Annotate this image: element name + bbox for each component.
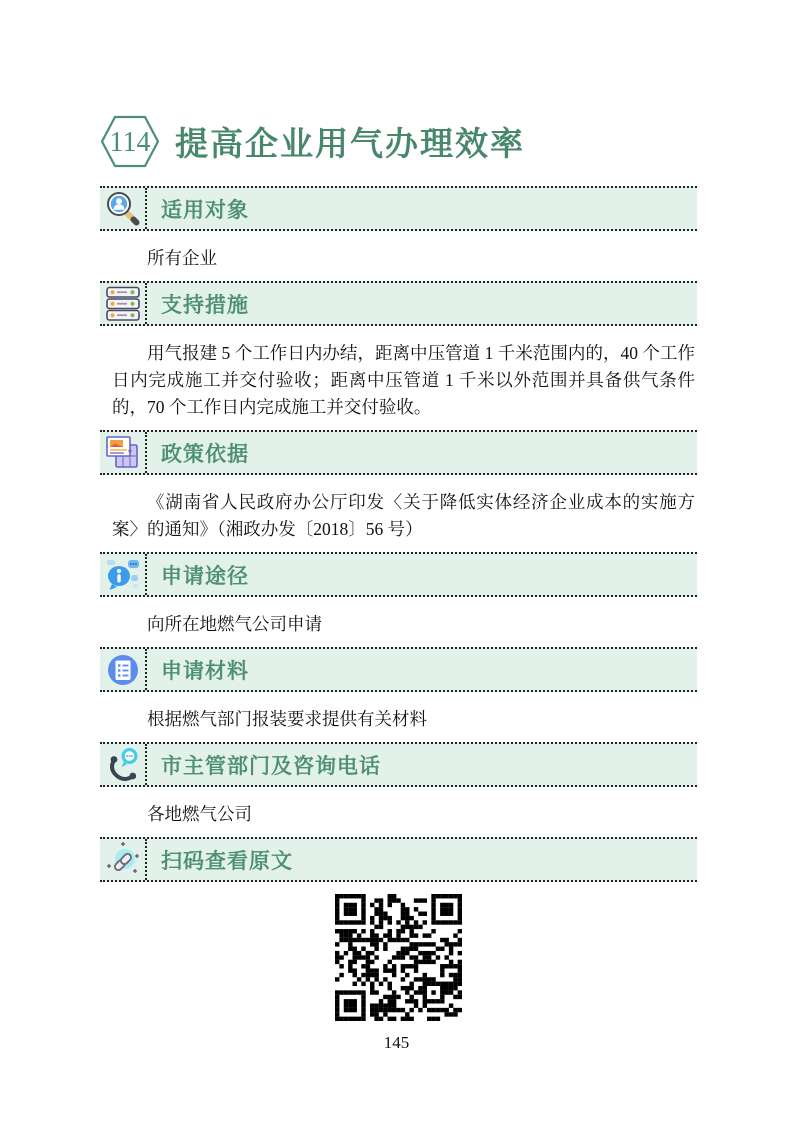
section-body: 各地燃气公司 <box>147 804 252 824</box>
checklist-icon <box>104 651 142 689</box>
section-body: 向所在地燃气公司申请 <box>147 614 322 634</box>
section-header-scan-qr <box>100 837 697 882</box>
section-body: 所有企业 <box>147 248 217 268</box>
section-heading: 适用对象 <box>161 197 249 222</box>
page-title: 提高企业用气办理效率 <box>175 126 525 163</box>
section-heading: 支持措施 <box>161 292 249 317</box>
section-body: 用气报建 5 个工作日内办结，距离中压管道 1 千米范围内的，40 个工作日内完成施工并交付验收；距离中压管道 1 千米以外范围并具备供气条件的，70 个工作日内完成施工并交付验收。 <box>112 343 695 417</box>
section-heading: 申请材料 <box>161 658 249 683</box>
qr-link-icon <box>104 841 142 879</box>
qr-code <box>335 894 462 1021</box>
magnifier-user-icon <box>103 189 143 229</box>
section-header-policy-basis <box>100 430 697 475</box>
phone-icon <box>104 746 142 784</box>
servers-icon <box>103 284 143 324</box>
section-heading: 市主管部门及咨询电话 <box>161 753 381 778</box>
section-header-department-phone <box>100 742 697 787</box>
section-heading: 申请途径 <box>161 563 249 588</box>
page-number: 145 <box>383 1033 410 1052</box>
section-body: 根据燃气部门报装要求提供有关材料 <box>147 709 427 729</box>
section-header-applicable-targets <box>100 186 697 231</box>
chapter-title-row <box>100 113 697 169</box>
section-body: 《湖南省人民政府办公厅印发〈关于降低实体经济企业成本的实施方案〉的通知》（湘政办发〔2018〕56 号） <box>112 492 695 539</box>
section-heading: 扫码查看原文 <box>161 848 293 873</box>
content-column <box>100 113 697 1021</box>
documents-icon <box>104 434 142 472</box>
item-number-badge <box>100 115 160 168</box>
item-number: 114 <box>109 126 151 158</box>
section-heading: 政策依据 <box>161 441 249 466</box>
section-header-application-channel <box>100 552 697 597</box>
section-header-support-measures <box>100 281 697 326</box>
section-header-application-materials <box>100 647 697 692</box>
info-bubble-icon <box>103 556 143 594</box>
